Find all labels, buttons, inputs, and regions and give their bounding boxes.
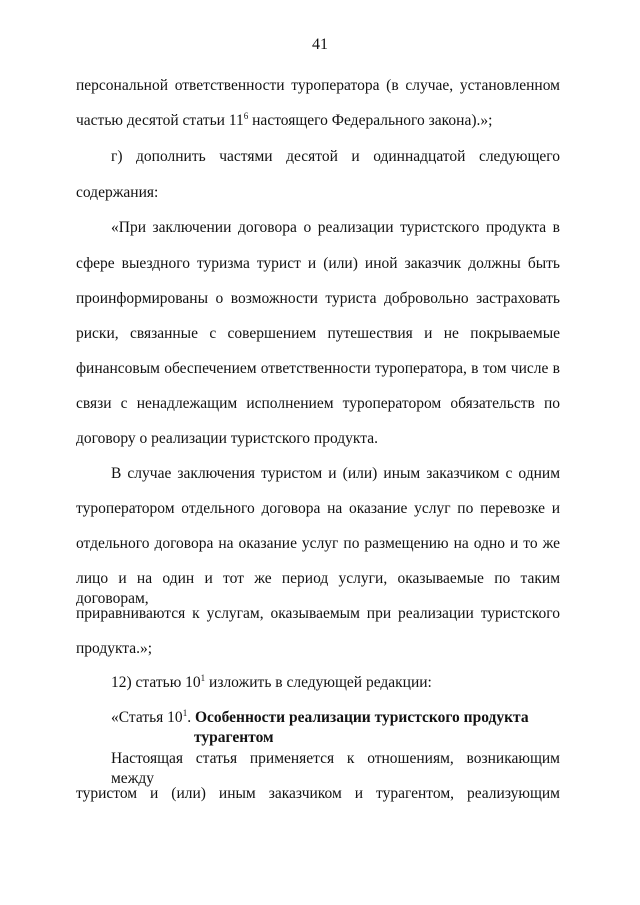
text-line: Настоящая статья применяется к отношениям, возникающим между [111, 750, 560, 787]
text-span: 12) статью 10 [111, 674, 201, 691]
text-line: финансовым обеспечением ответственности туроператора, в том числе в [76, 360, 560, 377]
text-line: риски, связанные с совершением путешествия и не покрываемые [76, 325, 560, 342]
text-line: лицо и на один и тот же период услуги, оказываемые по таким договорам, [76, 570, 560, 607]
page-number: 41 [312, 36, 328, 53]
text-span: частью десятой статьи 11 [76, 112, 244, 129]
text-line: туристом и (или) иным заказчиком и турагентом, реализующим [76, 785, 560, 802]
superscript: 1 [182, 707, 188, 718]
text-line: отдельного договора на оказание услуг по размещению на одно и то же [76, 535, 560, 552]
text-line: «При заключении договора о реализации туристского продукта в [111, 219, 560, 236]
text-span: . [187, 709, 195, 726]
superscript: 1 [200, 672, 206, 683]
superscript: 6 [243, 110, 249, 121]
text-line: сфере выездного туризма турист и (или) иной заказчик должны быть [76, 255, 560, 272]
text-line: связи с ненадлежащим исполнением туроператором обязательств по [76, 395, 560, 412]
text-line: проинформированы о возможности туриста добровольно застраховать [76, 290, 560, 307]
article-title-continued: турагентом [194, 729, 274, 746]
text-line: продукта.»; [76, 640, 153, 657]
text-span: настоящего Федерального закона).»; [248, 112, 493, 129]
text-line: приравниваются к услугам, оказываемым при реализации туристского [76, 605, 560, 622]
text-line: туроператором отдельного договора на оказание услуг по перевозке и [76, 500, 560, 517]
article-heading [111, 708, 560, 728]
text-span: «Статья 10 [111, 709, 183, 726]
text-line: содержания: [76, 184, 159, 201]
text-line: В случае заключения туристом и (или) иным заказчиком с одним [111, 465, 560, 482]
text-line: г) дополнить частями десятой и одиннадцатой следующего [111, 148, 560, 165]
text-span: изложить в следующей редакции: [205, 674, 432, 691]
text-line: персональной ответственности туроператора (в случае, установленном [76, 77, 560, 94]
text-line [76, 111, 560, 131]
text-line: договору о реализации туристского продукта. [76, 430, 378, 447]
article-title: Особенности реализации туристского продукта [194, 709, 529, 726]
text-line [111, 673, 560, 693]
